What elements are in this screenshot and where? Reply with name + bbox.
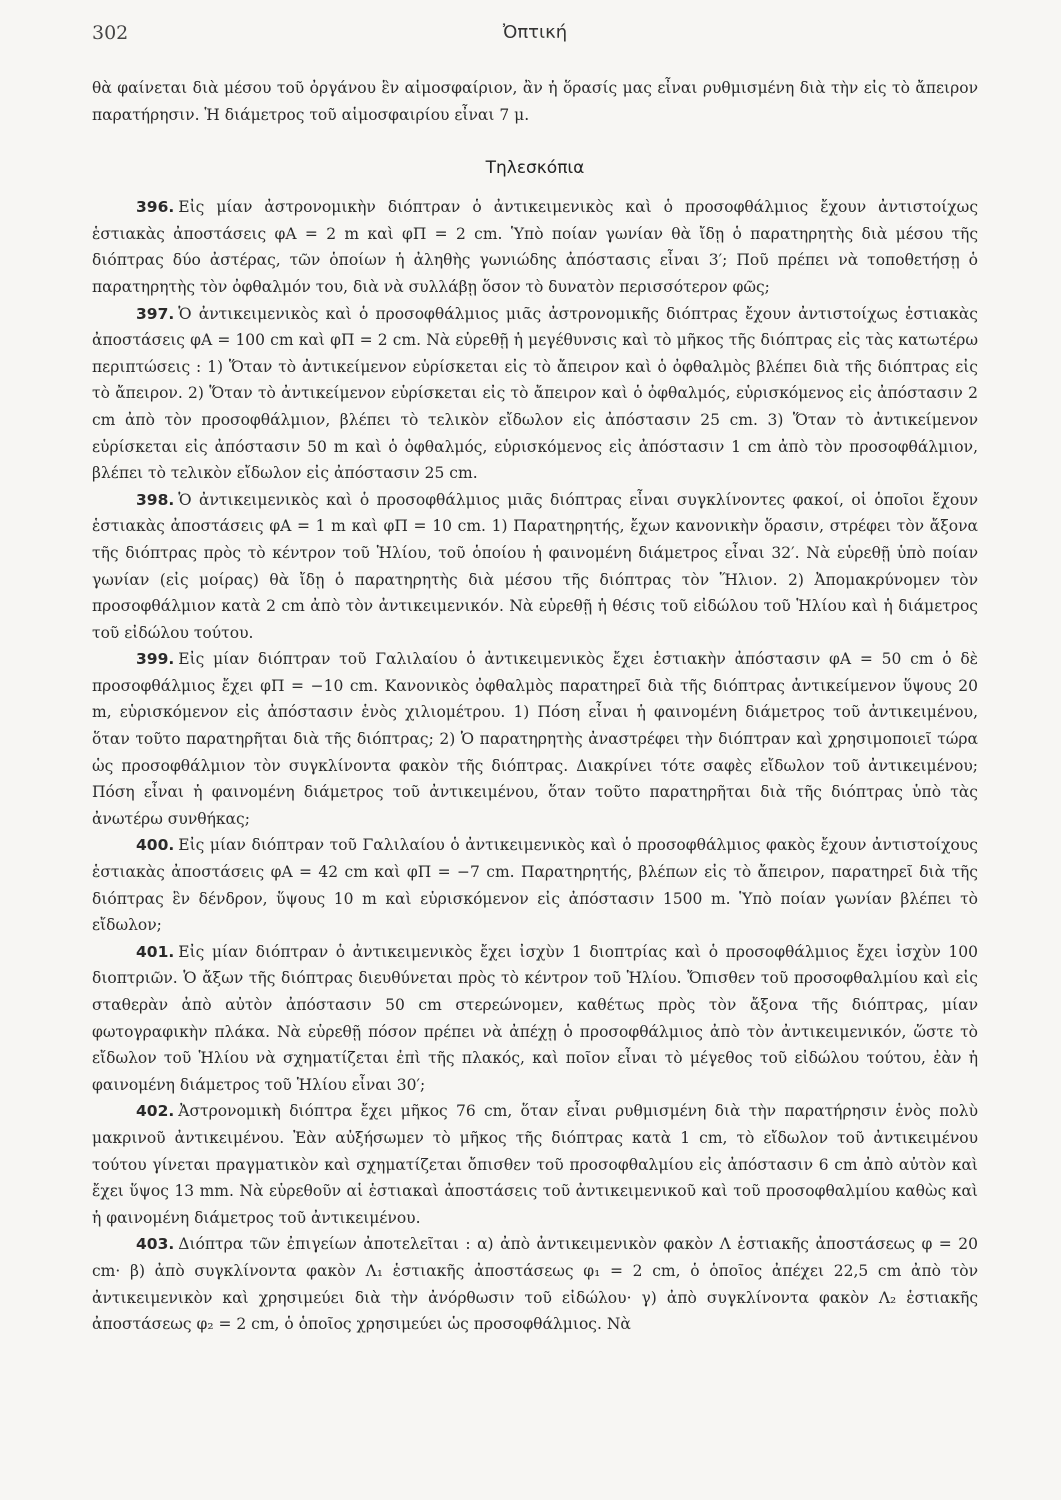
problem-number: 400. — [136, 836, 175, 855]
problem-text: Διόπτρα τῶν ἐπιγείων ἀποτελεῖται : α) ἀπὸ ἀντικειμενικὸν φακὸν Λ ἑστιακῆς ἀποστάσεως φ = 20 cm· β) ἀπὸ συγκλίνοντα φακὸν Λ₁ ἑστιακῆς ἀποστάσεως φ₁ = 2 cm, ὁ ὁποῖος ἀπέχει 22,5 cm ἀπὸ τὸν ἀντικειμενικὸν καὶ χρησιμεύει διὰ τὴν ἀνόρθωσιν τοῦ εἰδώλου· γ) ἀπὸ συγκλίνοντα φακὸν Λ₂ ἑστιακῆς ἀποστάσεως φ₂ = 2 cm, ὁ ὁποῖος χρησιμεύει ὡς προσοφθάλμιος. Νὰ — [92, 1235, 978, 1334]
intro-paragraph: θὰ φαίνεται διὰ μέσου τοῦ ὀργάνου ἓν αἱμοσφαίριον, ἂν ἡ ὅρασίς μας εἶναι ρυθμισμένη διὰ τὴν εἰς τὸ ἄπειρον παρατήρησιν. Ἡ διάμετρος τοῦ αἱμοσφαιρίου εἶναι 7 μ. — [92, 79, 978, 124]
problem-text: Ἀστρονομικὴ διόπτρα ἔχει μῆκος 76 cm, ὅταν εἶναι ρυθμισμένη διὰ τὴν παρατήρησιν ἑνὸς πολὺ μακρινοῦ ἀντικειμένου. Ἐὰν αὐξήσωμεν τὸ μῆκος τῆς διόπτρας κατὰ 1 cm, τὸ εἴδωλον τοῦ ἀντικειμένου τούτου γίνεται πραγματικὸν καὶ σχηματίζεται ὄπισθεν τοῦ προσοφθαλμίου εἰς ἀπόστασιν 6 cm ἀπὸ αὐτὸν καὶ ἔχει ὕψος 13 mm. Νὰ εὑρεθοῦν αἱ ἑστιακαὶ ἀποστάσεις τοῦ ἀντικειμενικοῦ καὶ τοῦ προσοφθαλμίου καθὼς καὶ ἡ φαινομένη διάμετρος τοῦ ἀντικειμένου. — [92, 1102, 978, 1227]
problem-paragraph — [92, 1098, 978, 1231]
problem-number: 403. — [136, 1235, 175, 1254]
problem-paragraph — [92, 1231, 978, 1337]
problem-number: 399. — [136, 650, 175, 669]
problem-paragraph — [92, 301, 978, 487]
problem-text: Εἰς μίαν διόπτραν τοῦ Γαλιλαίου ὁ ἀντικειμενικὸς ἔχει ἑστιακὴν ἀπόστασιν φA = 50 cm ὁ δὲ προσοφθάλμιος ἔχει φΠ = −10 cm. Κανονικὸς ὀφθαλμὸς παρατηρεῖ διὰ τῆς διόπτρας ἀντικείμενον ὕψους 20 m, εὑρισκόμενον εἰς ἀπόστασιν ἑνὸς χιλιομέτρου. 1) Πόση εἶναι ἡ φαινομένη διάμετρος τοῦ ἀντικειμένου, ὅταν τοῦτο παρατηρῆται διὰ τῆς διόπτρας; 2) Ὁ παρατηρητὴς ἀναστρέφει τὴν διόπτραν καὶ χρησιμοποιεῖ τώρα ὡς προσοφθάλμιον τὸν συγκλίνοντα φακὸν τῆς διόπτρας. Διακρίνει τότε σαφὲς εἴδωλον τοῦ ἀντικειμένου; Πόση εἶναι ἡ φαινομένη διάμετρος τοῦ ἀντικειμένου, ὅταν τοῦτο παρατηρῆται διὰ τῆς διόπτρας ὑπὸ τὰς ἀνωτέρω συνθήκας; — [92, 650, 978, 828]
problem-paragraph — [92, 487, 978, 647]
page-number: 302 — [92, 22, 129, 44]
problem-text: Ὁ ἀντικειμενικὸς καὶ ὁ προσοφθάλμιος μιᾶς διόπτρας εἶναι συγκλίνοντες φακοί, οἱ ὁποῖοι ἔχουν ἑστιακὰς ἀποστάσεις φA = 1 m καὶ φΠ = 10 cm. 1) Παρατηρητής, ἔχων κανονικὴν ὅρασιν, στρέφει τὸν ἄξονα τῆς διόπτρας πρὸς τὸ κέντρον τοῦ Ἡλίου, τοῦ ὁποίου ἡ φαινομένη διάμετρος εἶναι 32′. Νὰ εὑρεθῇ ὑπὸ ποίαν γωνίαν (εἰς μοίρας) θὰ ἴδῃ ὁ παρατηρητὴς διὰ μέσου τῆς διόπτρας τὸν Ἥλιον. 2) Ἀπομακρύνομεν τὸν προσοφθάλμιον κατὰ 2 cm ἀπὸ τὸν ἀντικειμενικόν. Νὰ εὑρεθῇ ἡ θέσις τοῦ εἰδώλου τοῦ Ἡλίου καὶ ἡ διάμετρος τοῦ εἰδώλου τούτου. — [92, 490, 978, 642]
problem-paragraph — [92, 194, 978, 300]
problem-number: 396. — [136, 198, 175, 217]
page-body — [92, 75, 978, 1338]
problem-text: Ὁ ἀντικειμενικὸς καὶ ὁ προσοφθάλμιος μιᾶς ἀστρονομικῆς διόπτρας ἔχουν ἀντιστοίχως ἑστιακὰς ἀποστάσεις φA = 100 cm καὶ φΠ = 2 cm. Νὰ εὑρεθῇ ἡ μεγέθυνσις καὶ τὸ μῆκος τῆς διόπτρας εἰς τὰς κατωτέρω περιπτώσεις : 1) Ὅταν τὸ ἀντικείμενον εὑρίσκεται εἰς τὸ ἄπειρον καὶ ὁ ὀφθαλμὸς βλέπει διὰ τῆς διόπτρας εἰς τὸ ἄπειρον. 2) Ὅταν τὸ ἀντικείμενον εὑρίσκεται εἰς τὸ ἄπειρον καὶ ὁ ὀφθαλμός, εὑρισκόμενος εἰς ἀπόστασιν 2 cm ἀπὸ τὸν προσοφθάλμιον, βλέπει τὸ τελικὸν εἴδωλον εἰς ἀπόστασιν 25 cm. 3) Ὅταν τὸ ἀντικείμενον εὑρίσκεται εἰς ἀπόστασιν 50 m καὶ ὁ ὀφθαλμός, εὑρισκόμενος εἰς ἀπόστασιν 1 cm ἀπὸ τὸν προσοφθάλμιον, βλέπει τὸ τελικὸν εἴδωλον εἰς ἀπόστασιν 25 cm. — [92, 304, 978, 483]
problem-paragraph — [92, 939, 978, 1099]
problem-number: 398. — [136, 490, 175, 509]
problem-number: 397. — [136, 304, 175, 323]
problem-paragraph — [92, 832, 978, 938]
problem-text: Εἰς μίαν διόπτραν ὁ ἀντικειμενικὸς ἔχει ἰσχὺν 1 διοπτρίας καὶ ὁ προσοφθάλμιος ἔχει ἰσχὺν 100 διοπτριῶν. Ὁ ἄξων τῆς διόπτρας διευθύνεται πρὸς τὸ κέντρον τοῦ Ἡλίου. Ὄπισθεν τοῦ προσοφθαλμίου καὶ εἰς σταθερὰν ἀπὸ αὐτὸν ἀπόστασιν 50 cm στερεώνομεν, καθέτως πρὸς τὸν ἄξονα τῆς διόπτρας, μίαν φωτογραφικὴν πλάκα. Νὰ εὑρεθῇ πόσον πρέπει νὰ ἀπέχῃ ὁ προσοφθάλμιος ἀπὸ τὸν ἀντικειμενικόν, ὥστε τὸ εἴδωλον τοῦ Ἡλίου νὰ σχηματίζεται ἐπὶ τῆς πλακός, καὶ ποῖον εἶναι τὸ μέγεθος τοῦ εἰδώλου τούτου, ἐὰν ἡ φαινομένη διάμετρος τοῦ Ἡλίου εἶναι 30′; — [92, 942, 978, 1094]
problem-text: Εἰς μίαν διόπτραν τοῦ Γαλιλαίου ὁ ἀντικειμενικὸς καὶ ὁ προσοφθάλμιος φακὸς ἔχουν ἀντιστοίχους ἑστιακὰς ἀποστάσεις φA = 42 cm καὶ φΠ = −7 cm. Παρατηρητής, βλέπων εἰς τὸ ἄπειρον, παρατηρεῖ διὰ τῆς διόπτρας ἓν δένδρον, ὕψους 10 m καὶ εὑρισκόμενον εἰς ἀπόστασιν 1500 m. Ὑπὸ ποίαν γωνίαν βλέπει τὸ εἴδωλον; — [92, 836, 978, 935]
problem-number: 402. — [136, 1102, 175, 1121]
problem-number: 401. — [136, 942, 175, 961]
problem-paragraph — [92, 646, 978, 832]
section-heading: Τηλεσκόπια — [485, 158, 585, 179]
problem-text: Εἰς μίαν ἀστρονομικὴν διόπτραν ὁ ἀντικειμενικὸς καὶ ὁ προσοφθάλμιος ἔχουν ἀντιστοίχως ἑστιακὰς ἀποστάσεις φA = 2 m καὶ φΠ = 2 cm. Ὑπὸ ποίαν γωνίαν θὰ ἴδῃ ὁ παρατηρητὴς διὰ μέσου τῆς διόπτρας δύο ἀστέρας, τῶν ὁποίων ἡ ἀληθὴς γωνιώδης ἀπόστασις εἶναι 3′; Ποῦ πρέπει νὰ τοποθετήσῃ ὁ παρατηρητὴς τὸν ὀφθαλμόν του, διὰ νὰ συλλάβῃ ὅσον τὸ δυνατὸν περισσότερον φῶς; — [92, 198, 978, 296]
page-header — [92, 22, 978, 52]
running-title: Ὀπτική — [502, 22, 568, 43]
